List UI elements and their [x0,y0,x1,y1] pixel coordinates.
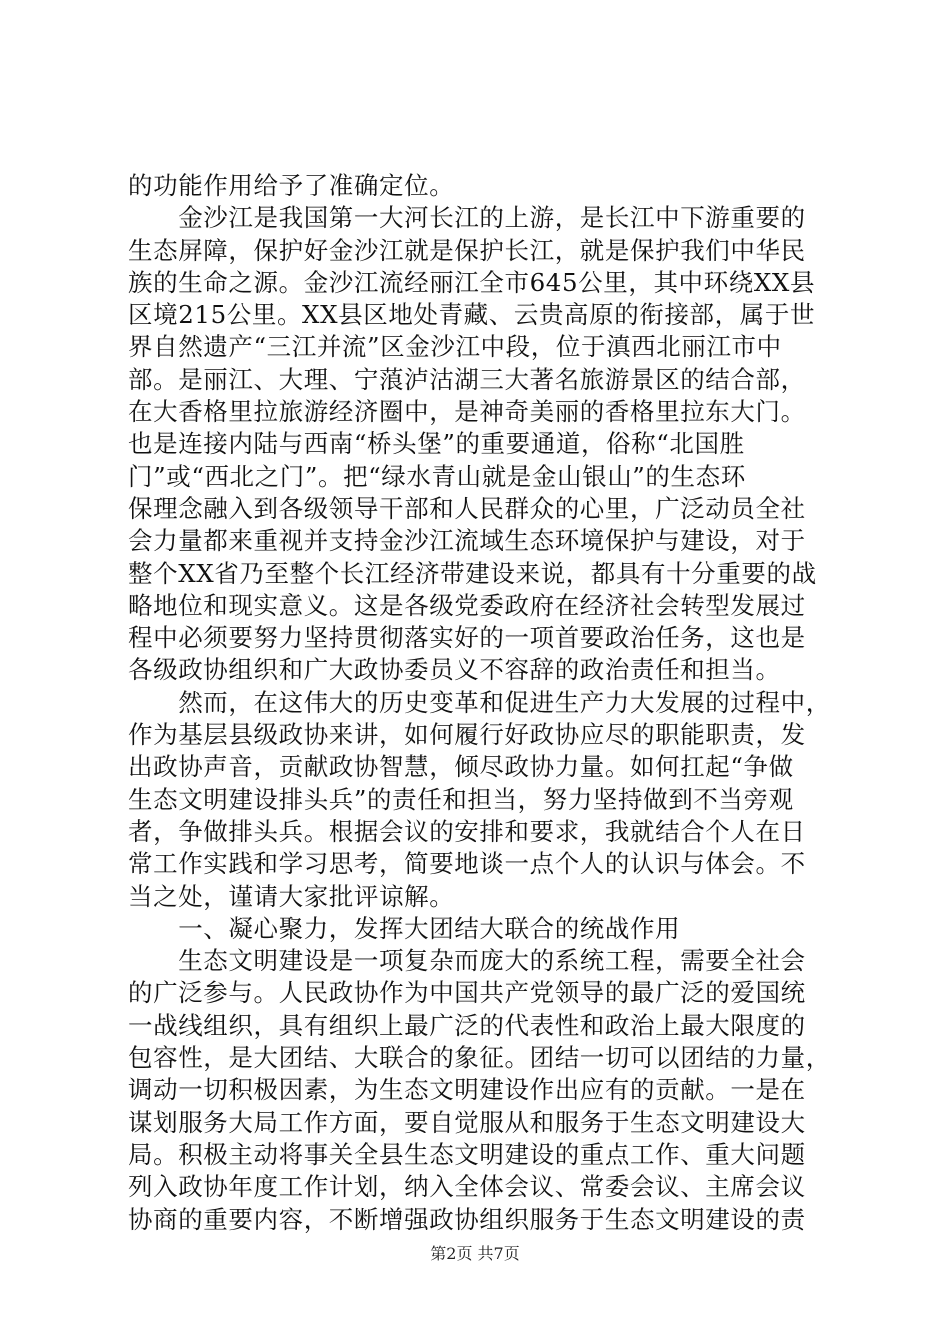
text-line: 生态文明建设是一项复杂而庞大的系统工程，需要全社会 [128,946,806,976]
text-line: 生态文明建设排头兵”的责任和担当，努力坚持做到不当旁观 [128,784,794,814]
text-line: 出政协声音，贡献政协智慧，倾尽政协力量。如何扛起“争做 [128,752,794,782]
text-line: 的广泛参与。人民政协作为中国共产党领导的最广泛的爱国统 [128,978,806,1008]
text-line: 包容性，是大团结、大联合的象征。团结一切可以团结的力量， [128,1043,831,1073]
text-line: 当之处，谨请大家批评谅解。 [128,881,455,911]
text-line: 会力量都来重视并支持金沙江流域生态环境保护与建设，对于 [128,526,806,556]
text-line: 略地位和现实意义。这是各级党委政府在经济社会转型发展过 [128,590,806,620]
text-line: 协商的重要内容，不断增强政协组织服务于生态文明建设的责 [128,1204,806,1234]
text-line: 族的生命之源。金沙江流经丽江全市645公里，其中环绕XX县 [128,267,816,297]
text-line: 列入政协年度工作计划，纳入全体会议、常委会议、主席会议 [128,1172,806,1202]
text-line: 界自然遗产“三江并流”区金沙江中段，位于滇西北丽江市中 [128,332,782,362]
text-line: 者，争做排头兵。根据会议的安排和要求，我就结合个人在日 [128,816,806,846]
text-line: 区境215公里。XX县区地处青藏、云贵高原的衔接部，属于世 [128,300,816,330]
page-footer: 第2页 共7页 [430,1244,520,1263]
text-line: 局。积极主动将事关全县生态文明建设的重点工作、重大问题 [128,1139,806,1169]
text-line: 一战线组织，具有组织上最广泛的代表性和政治上最大限度的 [128,1010,806,1040]
document-body [128,170,840,1236]
text-line: 作为基层县级政协来讲，如何履行好政协应尽的职能职责，发 [128,720,806,750]
text-line: 程中必须要努力坚持贯彻落实好的一项首要政治任务，这也是 [128,623,806,653]
text-line: 整个XX省乃至整个长江经济带建设来说，都具有十分重要的战 [128,558,817,588]
text-line: 在大香格里拉旅游经济圈中，是神奇美丽的香格里拉东大门。 [128,397,806,427]
text-line: 常工作实践和学习思考，简要地谈一点个人的认识与体会。不 [128,849,806,879]
text-line: 生态屏障，保护好金沙江就是保护长江，就是保护我们中华民 [128,235,806,265]
text-line: 然而，在这伟大的历史变革和促进生产力大发展的过程中， [128,687,831,717]
text-line: 各级政协组织和广大政协委员义不容辞的政治责任和担当。 [128,655,781,685]
text-line: 一、凝心聚力，发挥大团结大联合的统战作用 [128,913,681,943]
text-line: 谋划服务大局工作方面，要自觉服从和服务于生态文明建设大 [128,1107,806,1137]
text-line: 调动一切积极因素，为生态文明建设作出应有的贡献。一是在 [128,1075,806,1105]
text-line: 也是连接内陆与西南“桥头堡”的重要通道，俗称“北国胜 [128,429,745,459]
text-line: 的功能作用给予了准确定位。 [128,171,455,200]
text-line: 保理念融入到各级领导干部和人民群众的心里，广泛动员全社 [128,493,806,523]
text-line: 金沙江是我国第一大河长江的上游，是长江中下游重要的 [128,203,806,233]
text-line: 部。是丽江、大理、宁蒗泸沽湖三大著名旅游景区的结合部， [128,364,806,394]
text-line: 门”或“西北之门”。把“绿水青山就是金山银山”的生态环 [128,461,746,491]
